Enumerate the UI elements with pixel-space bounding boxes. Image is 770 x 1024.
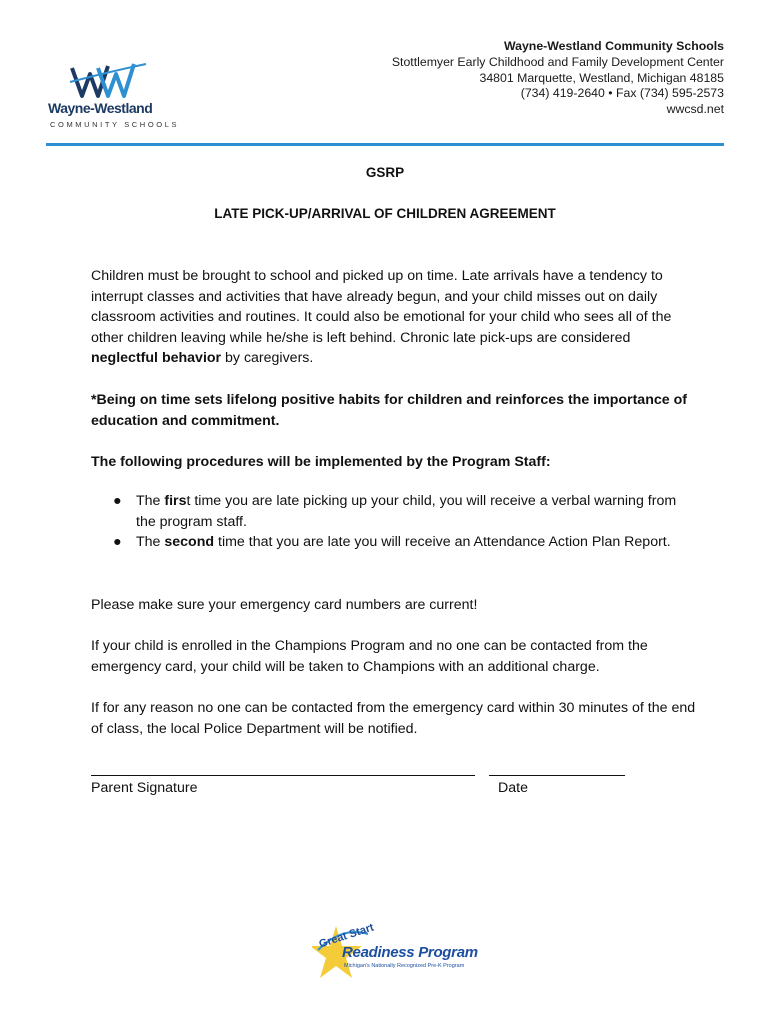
- emphasis-paragraph: *Being on time sets lifelong positive habits for children and reinforces the importance of education and commitment.: [91, 392, 687, 429]
- website: wwcsd.net: [666, 102, 724, 117]
- police-note: If for any reason no one can be contacted from the emergency card within 30 minutes of the end of class, the local Police Department will be notified.: [91, 700, 696, 737]
- brand-text: Great Start: [317, 921, 376, 951]
- bullet-icon: ●: [113, 493, 122, 509]
- program-tagline: Michigan's Nationally Recognized Pre-K Program: [344, 963, 465, 969]
- intro-paragraph: [91, 266, 701, 369]
- procedures-heading: The following procedures will be implemented by the Program Staff:: [91, 454, 551, 470]
- bullet-bold: second: [164, 534, 215, 551]
- intro-text-1: Children must be brought to school and picked up on time. Late arrivals have a tendency to interrupt classes and activities that have already begun, and your child misses out on daily classroom activities and routines. It could also be emotional for your child who sees all of the other children leaving while he/she is left behind. Chronic late pick-ups are considered: [91, 268, 672, 346]
- date-line[interactable]: [489, 775, 625, 776]
- phone-fax: (734) 419-2640 • Fax (734) 595-2573: [520, 86, 724, 101]
- intro-bold: neglectful behavior: [91, 350, 222, 367]
- program-name: Readiness Program: [342, 944, 478, 961]
- champions-note: If your child is enrolled in the Champions Program and no one can be contacted from the emergency card, your child will be taken to Champions with an additional charge.: [91, 638, 648, 675]
- bullet-text: time that you are late you will receive an Attendance Action Plan Report.: [214, 534, 671, 551]
- readiness-program-logo: [312, 916, 478, 984]
- document-title: LATE PICK-UP/ARRIVAL OF CHILDREN AGREEMENT: [214, 206, 556, 221]
- procedures-list: [91, 491, 691, 553]
- header-divider: [46, 143, 724, 146]
- wayne-westland-logo: [46, 58, 180, 132]
- bullet-icon: ●: [113, 534, 122, 551]
- list-item: [91, 532, 691, 553]
- bullet-text: The: [136, 493, 165, 509]
- ww-logo-icon: [68, 58, 148, 102]
- organization-name: Wayne-Westland Community Schools: [503, 39, 724, 53]
- signature-label: Parent Signature: [91, 780, 198, 796]
- date-label: Date: [498, 780, 528, 796]
- emergency-note: Please make sure your emergency card numbers are current!: [91, 597, 478, 613]
- letterhead-address: [392, 39, 724, 118]
- logo-subtitle: COMMUNITY SCHOOLS: [50, 120, 180, 129]
- bullet-text: t time you are late picking up your child, you will receive a verbal warning from the program staff.: [136, 493, 677, 530]
- intro-text-2: by caregivers.: [221, 350, 314, 367]
- signature-line[interactable]: [91, 775, 475, 776]
- list-item: [91, 491, 691, 532]
- center-name: Stottlemyer Early Childhood and Family Development Center: [391, 54, 724, 69]
- bullet-text: The: [136, 534, 165, 551]
- bullet-bold: firs: [164, 493, 187, 509]
- program-title: GSRP: [365, 165, 405, 180]
- street-address: 34801 Marquette, Westland, Michigan 48185: [479, 70, 724, 85]
- logo-name: Wayne-Westland: [48, 100, 153, 116]
